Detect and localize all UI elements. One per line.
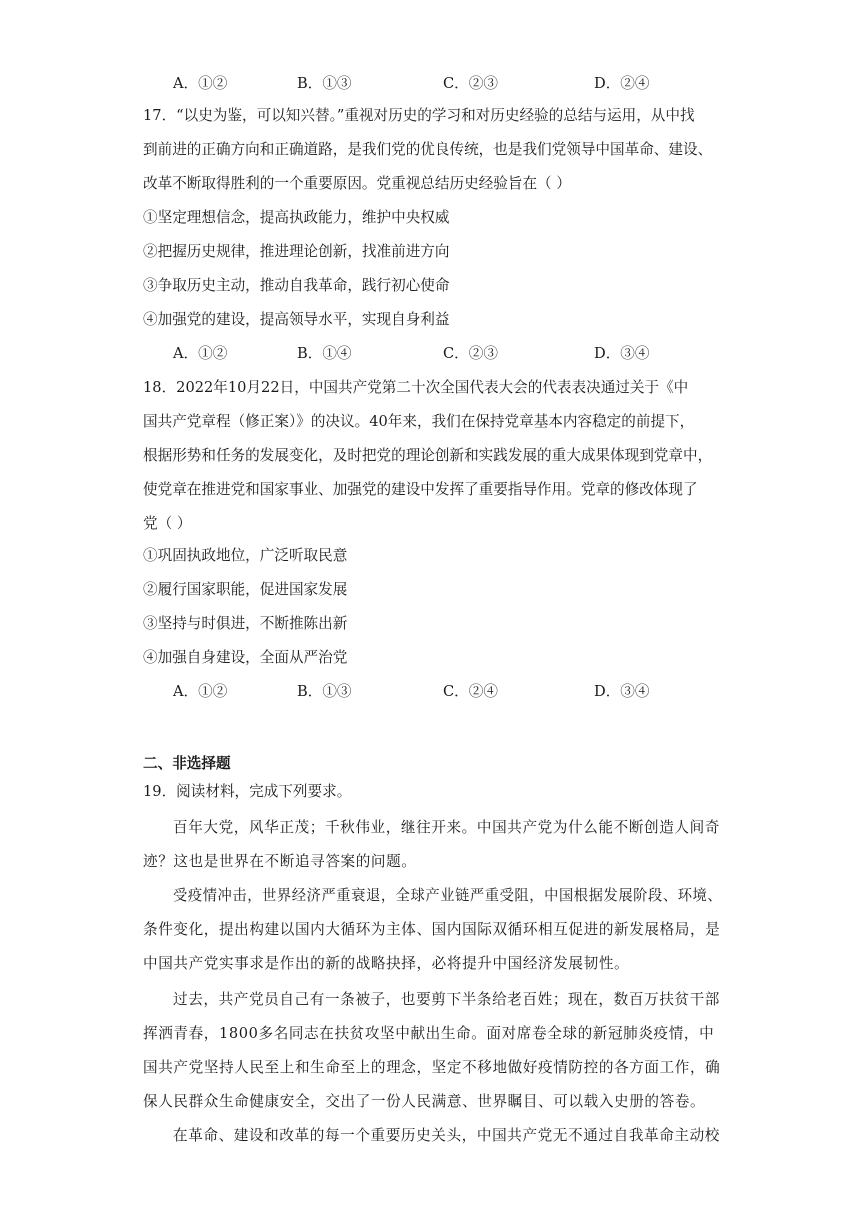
q17-stem-line-2: 到前进的正确方向和正确道路，是我们党的优良传统，也是我们党领导中国革命、建设、 <box>143 141 713 158</box>
q19-paragraph-2-line-3: 中国共产党实事求是作出的新的战略抉择，必将提升中国经济发展韧性。 <box>143 955 630 972</box>
q17-item-2: ②把握历史规律，推进理论创新，找准前进方向 <box>143 243 450 260</box>
q19-paragraph-1-line-1: 百年大党，风华正茂；千秋伟业，继往开来。中国共产党为什么能不断创造人间奇 <box>173 819 720 836</box>
q19-paragraph-3-line-2: 挥洒青春，1800多名同志在扶贫攻坚中献出生命。面对席卷全球的新冠肺炎疫情，中 <box>143 1025 715 1042</box>
q18-item-3: ③坚持与时俱进，不断推陈出新 <box>143 615 348 632</box>
q18-stem-line-3: 根据形势和任务的发展变化，及时把党的理论创新和实践发展的重大成果体现到党章中， <box>143 447 713 464</box>
q19-stem: 19．阅读材料，完成下列要求。 <box>143 783 352 800</box>
q19-paragraph-1-line-2: 迹？这也是世界在不断追寻答案的问题。 <box>143 853 417 870</box>
q17-option-b[interactable]: B．①④ <box>297 345 352 362</box>
q18-option-a[interactable]: A．①② <box>173 683 228 700</box>
q18-option-b[interactable]: B．①③ <box>297 683 352 700</box>
q17-options <box>173 344 733 364</box>
q16-option-b[interactable]: B．①③ <box>297 75 352 92</box>
q18-option-d[interactable]: D．③④ <box>594 683 650 700</box>
q18-stem-line-5: 党（ ） <box>143 515 192 532</box>
q17-stem-line-1: 17．“以史为鉴，可以知兴替。”重视对历史的学习和对历史经验的总结与运用，从中找 <box>143 107 695 124</box>
q19-paragraph-2-line-1: 受疫情冲击，世界经济严重衰退，全球产业链严重受阻，中国根据发展阶段、环境、 <box>173 887 723 904</box>
q19-paragraph-3-line-4: 保人民群众生命健康安全，交出了一份人民满意、世界瞩目、可以载入史册的答卷。 <box>143 1093 706 1110</box>
q18-options <box>173 682 733 702</box>
q18-item-1: ①巩固执政地位，广泛听取民意 <box>143 547 348 564</box>
q16-option-a[interactable]: A．①② <box>173 75 228 92</box>
q16-options <box>173 74 733 94</box>
q18-item-4: ④加强自身建设，全面从严治党 <box>143 649 348 666</box>
q17-option-a[interactable]: A．①② <box>173 345 228 362</box>
q19-paragraph-3-line-1: 过去，共产党员自己有一条被子，也要剪下半条给老百姓；现在，数百万扶贫干部 <box>173 991 720 1008</box>
q17-option-d[interactable]: D．③④ <box>594 345 650 362</box>
section-title-non-choice: 二、非选择题 <box>143 755 231 772</box>
q17-item-1: ①坚定理想信念，提高执政能力，维护中央权威 <box>143 209 450 226</box>
q18-stem-line-1: 18．2022年10月22日，中国共产党第二十次全国代表大会的代表表决通过关于《中 <box>143 379 689 396</box>
q17-stem-line-3: 改革不断取得胜利的一个重要原因。党重视总结历史经验旨在（ ） <box>143 175 571 192</box>
q19-paragraph-4-line-1: 在革命、建设和改革的每一个重要历史关头，中国共产党无不通过自我革命主动校 <box>173 1127 720 1144</box>
q19-paragraph-3-line-3: 国共产党坚持人民至上和生命至上的理念，坚定不移地做好疫情防控的各方面工作，确 <box>143 1059 721 1076</box>
q16-option-d[interactable]: D．②④ <box>594 75 650 92</box>
q18-stem-line-4: 使党章在推进党和国家事业、加强党的建设中发挥了重要指导作用。党章的修改体现了 <box>143 481 698 498</box>
q19-paragraph-2-line-2: 条件变化，提出构建以国内大循环为主体、国内国际双循环相互促进的新发展格局，是 <box>143 921 721 938</box>
q18-item-2: ②履行国家职能，促进国家发展 <box>143 581 348 598</box>
q16-option-c[interactable]: C．②③ <box>443 75 498 92</box>
q18-option-c[interactable]: C．②④ <box>443 683 498 700</box>
q17-item-3: ③争取历史主动，推动自我革命，践行初心使命 <box>143 277 450 294</box>
q18-stem-line-2: 国共产党章程（修正案）》的决议。40年来，我们在保持党章基本内容稳定的前提下， <box>143 413 695 430</box>
q17-item-4: ④加强党的建设，提高领导水平，实现自身利益 <box>143 311 450 328</box>
q17-option-c[interactable]: C．②③ <box>443 345 498 362</box>
